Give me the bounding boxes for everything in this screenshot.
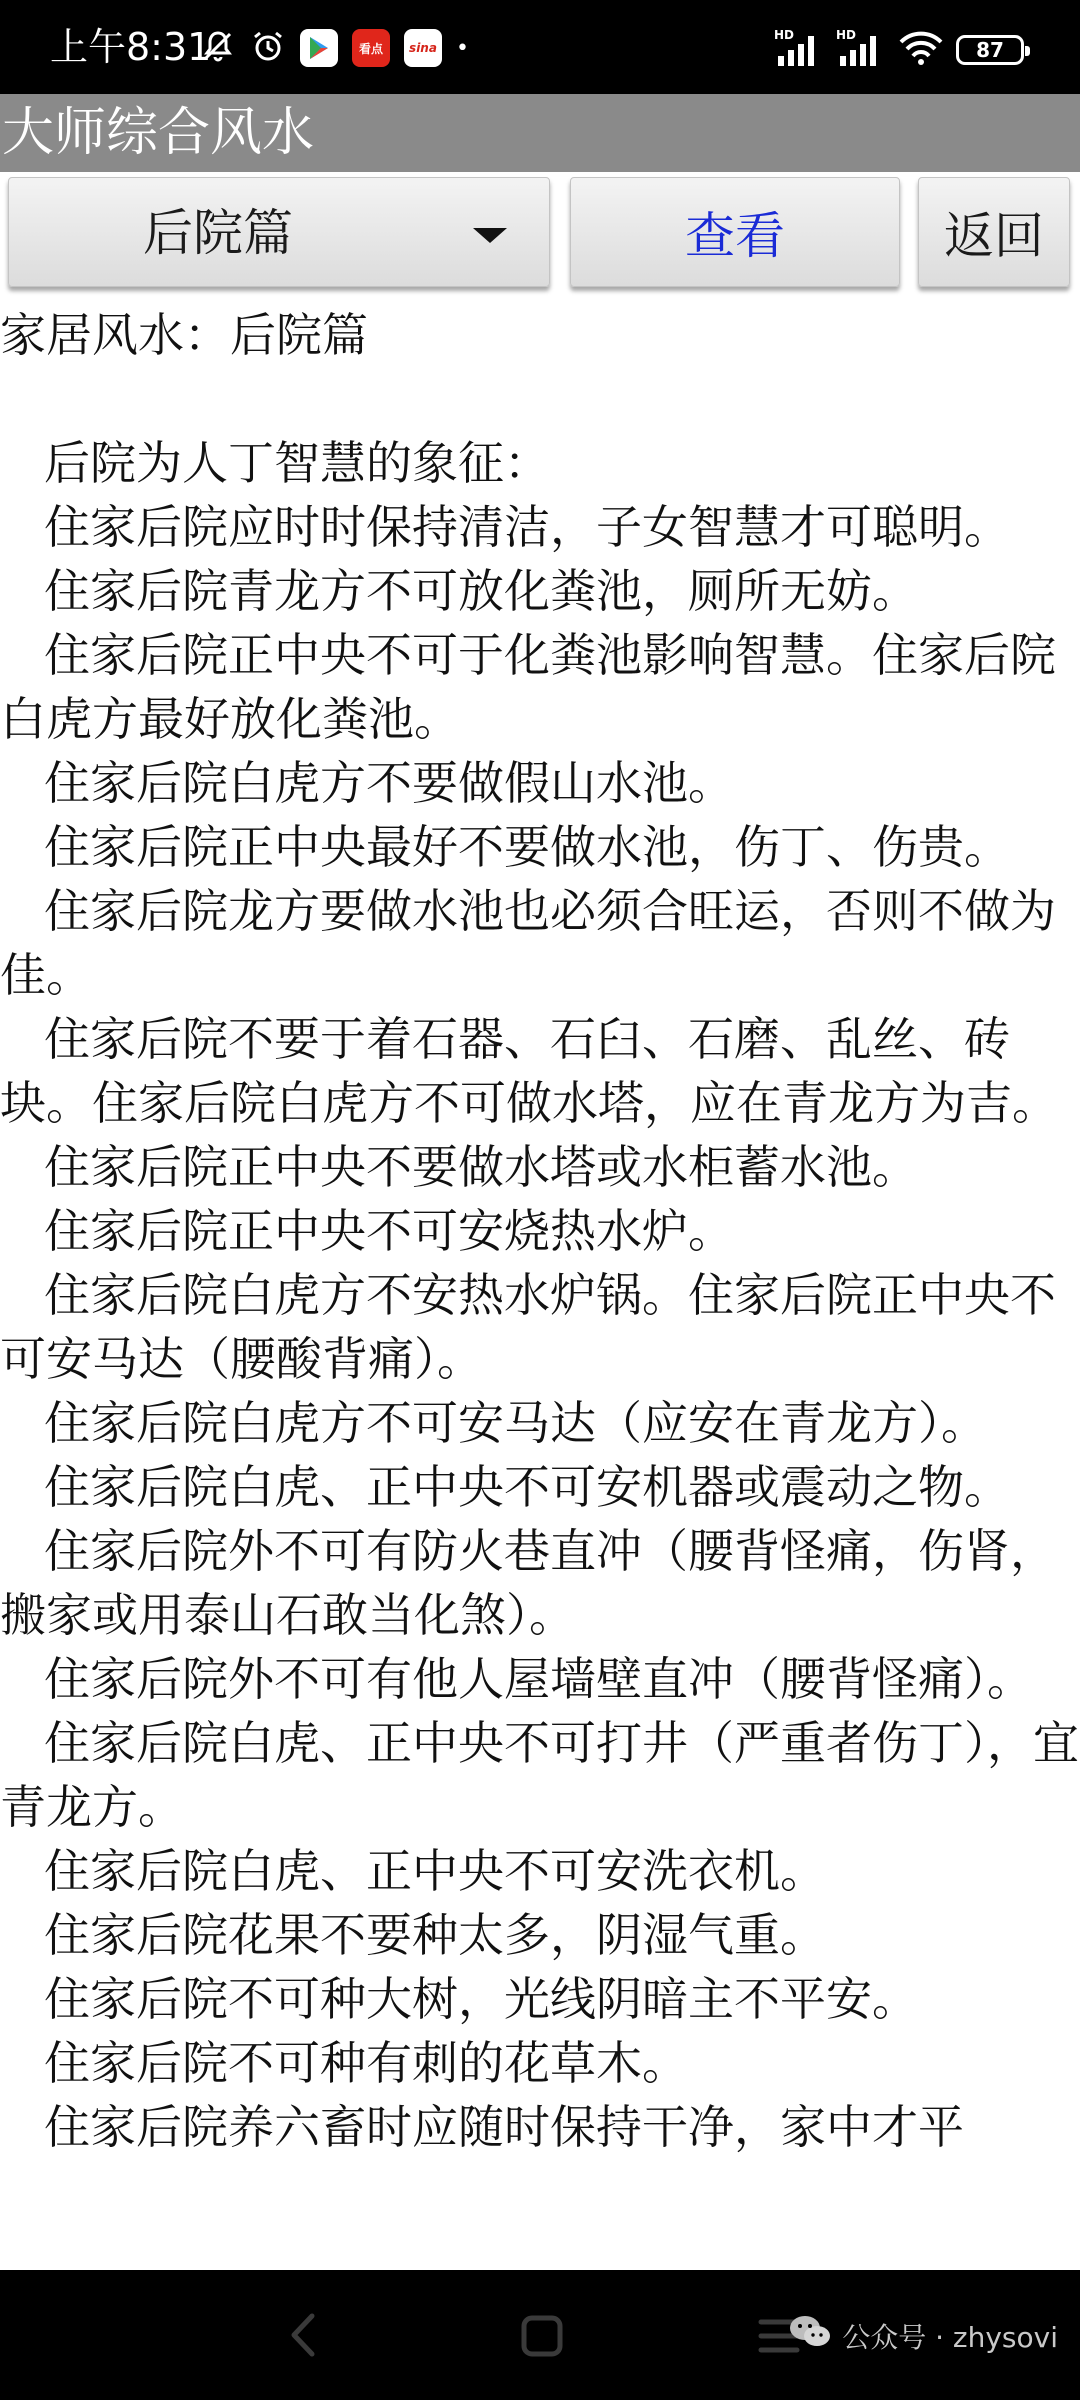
paragraph: 住家后院应时时保持清洁，子女智慧才可聪明。 (44, 500, 1010, 554)
paragraph: 住家后院养六畜时应随时保持干净，家中才平 (44, 2100, 964, 2154)
paragraph: 住家后院花果不要种太多，阴湿气重。 (44, 1908, 826, 1962)
battery-indicator: 87 (956, 35, 1024, 65)
status-bar (0, 0, 1080, 94)
notification-icons (200, 28, 469, 68)
paragraph: 住家后院不可种有刺的花草木。 (44, 2036, 688, 2090)
alarm-icon (250, 28, 286, 68)
paragraph: 住家后院外不可有防火巷直冲（腰背怪痛，伤肾，搬家或用泰山石敢当化煞）。 (0, 1524, 1056, 1642)
nav-back-icon[interactable] (278, 2308, 328, 2366)
back-button[interactable]: 返回 (918, 177, 1070, 287)
paragraph: 住家后院正中央不要做水塔或水柜蓄水池。 (44, 1140, 918, 1194)
mute-bell-icon (200, 28, 236, 68)
paragraph: 住家后院正中央最好不要做水池，伤丁、伤贵。 (44, 820, 1010, 874)
paragraph: 住家后院白虎方不安热水炉锅。住家后院正中央不可安马达（腰酸背痛）。 (0, 1268, 1056, 1386)
paragraph: 后院为人丁智慧的象征： (44, 436, 550, 490)
paragraph: 住家后院正中央不可于化粪池影响智慧。住家后院白虎方最好放化粪池。 (0, 628, 1056, 746)
paragraph: 住家后院不可种大树，光线阴暗主不平安。 (44, 1972, 918, 2026)
nav-home-icon[interactable] (520, 2314, 564, 2362)
news-app-icon: 看点 (352, 29, 390, 67)
navigation-bar (0, 2270, 1080, 2400)
paragraph: 住家后院龙方要做水池也必须合旺运，否则不做为佳。 (0, 884, 1056, 1002)
chapter-spinner[interactable] (8, 177, 550, 287)
paragraph: 住家后院白虎、正中央不可安机器或震动之物。 (44, 1460, 1010, 1514)
signal-icon-2 (836, 28, 886, 68)
article-content[interactable] (0, 303, 1080, 2270)
sina-app-icon: sina (404, 29, 442, 67)
paragraph: 住家后院白虎、正中央不可打井（严重者伤丁），宜青龙方。 (0, 1716, 1079, 1834)
paragraph: 住家后院白虎方不可安马达（应安在青龙方）。 (44, 1396, 987, 1450)
watermark-text: 公众号 · zhysovi (842, 2320, 1058, 2354)
app-title-bar (0, 94, 1080, 172)
hd-label-2: HD (836, 28, 857, 42)
system-icons (774, 30, 1024, 70)
paragraph: 住家后院白虎、正中央不可安洗衣机。 (44, 1844, 826, 1898)
play-store-icon (300, 29, 338, 67)
paragraph: 住家后院外不可有他人屋墙壁直冲（腰背怪痛）。 (44, 1652, 1033, 1706)
view-button[interactable]: 查看 (570, 177, 900, 287)
hd-label-1: HD (774, 28, 795, 42)
wifi-icon (898, 30, 944, 70)
paragraph: 住家后院白虎方不要做假山水池。 (44, 756, 734, 810)
app-title: 大师综合风水 (2, 103, 315, 163)
signal-icon-1 (774, 28, 824, 68)
wechat-watermark (788, 2312, 1058, 2359)
wechat-icon (788, 2312, 832, 2359)
paragraph: 住家后院青龙方不可放化粪池，厕所无妨。 (44, 564, 918, 618)
paragraph: 住家后院正中央不可安烧热水炉。 (44, 1204, 734, 1258)
status-time: 上午8:31 (50, 25, 212, 69)
spinner-selected-label: 后院篇 (143, 204, 293, 262)
article-heading: 家居风水：后院篇 (0, 308, 368, 362)
dropdown-arrow-icon (473, 228, 507, 243)
paragraph: 住家后院不要于着石器、石臼、石磨、乱丝、砖块。住家后院白虎方不可做水塔，应在青龙方为吉。 (0, 1012, 1058, 1130)
more-dot: • (456, 35, 469, 61)
